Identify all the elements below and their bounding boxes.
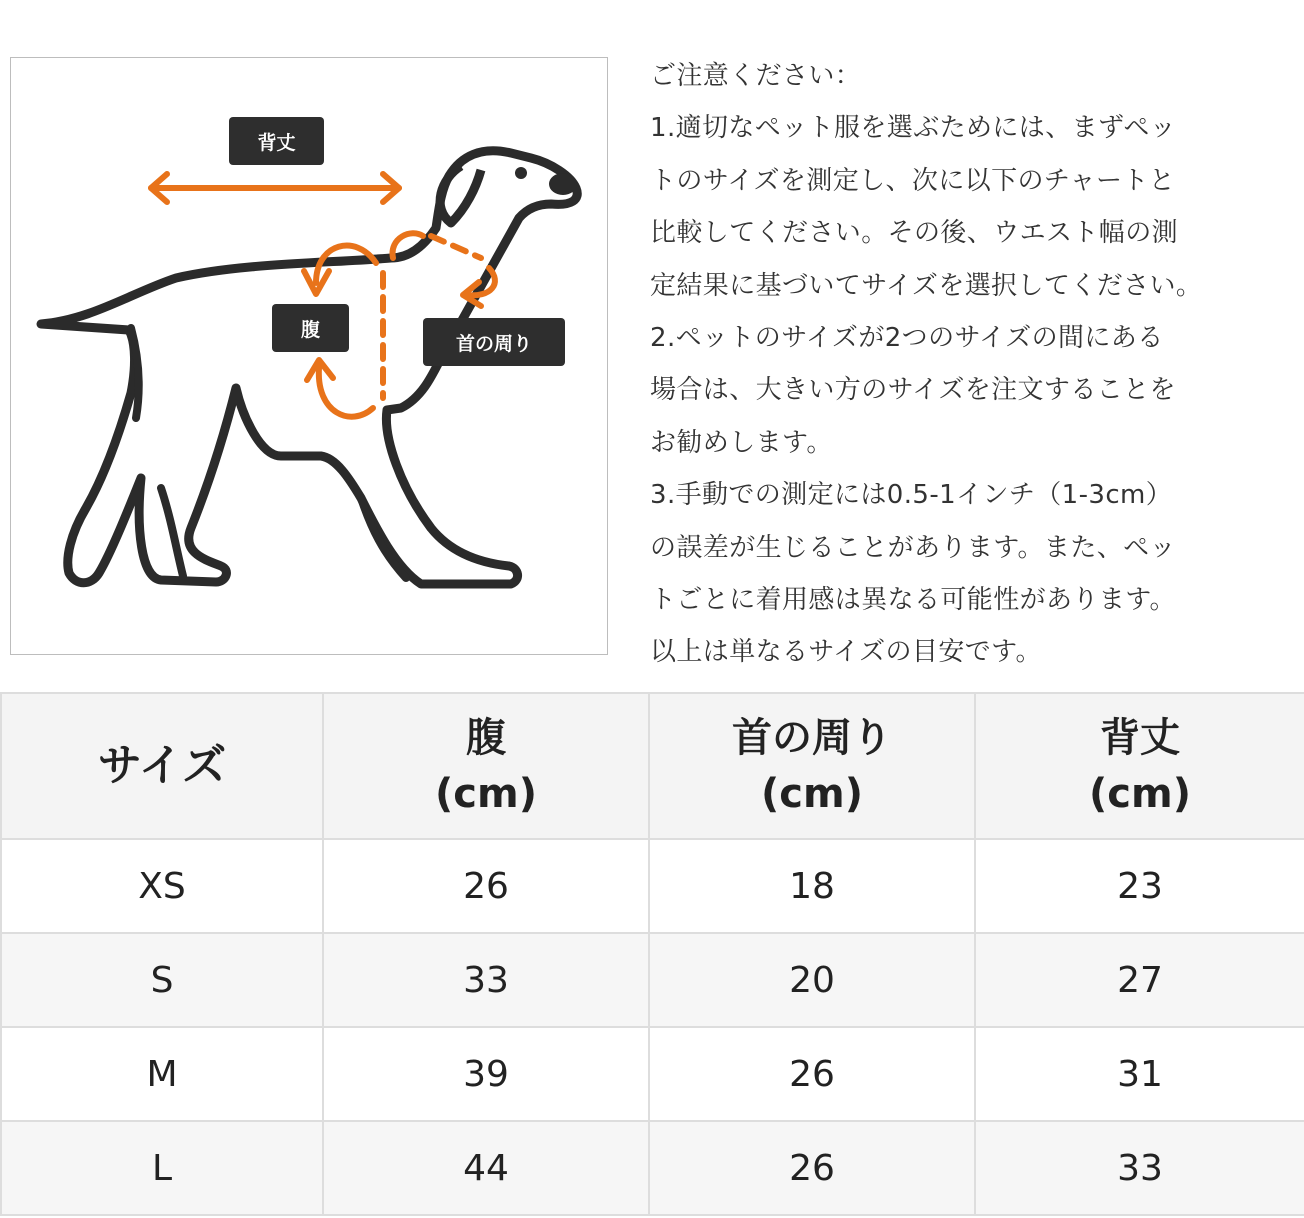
column-header-title: 腹 — [466, 715, 506, 761]
neck-loop — [393, 233, 495, 306]
notes-line: 定結果に基づいてサイズを選択してください。 — [650, 270, 1203, 301]
belly-cell: 39 — [323, 1027, 649, 1121]
notes-line: 2.ペットのサイズが2つのサイズの間にある — [650, 323, 1164, 354]
neck-cell: 26 — [649, 1027, 975, 1121]
size-chart-table — [0, 692, 1304, 1216]
notes-line: 3.手動での測定には0.5-1インチ（1-3cm） — [650, 480, 1173, 511]
notes-line: トごとに着用感は異なる可能性があります。 — [650, 585, 1176, 616]
neck-cell: 18 — [649, 839, 975, 933]
notes-line: お勧めします。 — [650, 427, 833, 458]
back-cell: 31 — [975, 1027, 1304, 1121]
size-cell: XS — [1, 839, 323, 933]
notes-line: トのサイズを測定し、次に以下のチャートと — [650, 165, 1176, 196]
table-row — [1, 1027, 1304, 1121]
belly-cell: 33 — [323, 933, 649, 1027]
dog-nose — [549, 173, 577, 195]
column-header-title: サイズ — [97, 740, 227, 791]
column-header-title: 首の周り — [732, 715, 892, 761]
back-length-label: 背丈 — [229, 117, 324, 165]
neck-girth-label: 首の周り — [423, 318, 565, 366]
back-cell: 33 — [975, 1121, 1304, 1215]
notes-line: 比較してください。その後、ウエスト幅の測 — [650, 218, 1179, 249]
belly-cell: 44 — [323, 1121, 649, 1215]
table-row — [1, 933, 1304, 1027]
back-length-arrow — [151, 174, 399, 202]
neck-cell: 20 — [649, 933, 975, 1027]
size-cell: L — [1, 1121, 323, 1215]
table-row — [1, 1121, 1304, 1215]
table-row — [1, 839, 1304, 933]
back-cell: 27 — [975, 933, 1304, 1027]
column-header-unit: (cm) — [761, 771, 863, 817]
size-cell: M — [1, 1027, 323, 1121]
column-header-title: 背丈 — [1100, 715, 1180, 761]
column-header-neck — [649, 693, 975, 839]
notes-line: 1.適切なペット服を選ぶためには、まずペッ — [650, 113, 1177, 144]
notes-line: 以上は単なるサイズの目安です。 — [650, 637, 1042, 668]
belly-cell: 26 — [323, 839, 649, 933]
dog-eye — [515, 167, 527, 179]
neck-cell: 26 — [649, 1121, 975, 1215]
column-header-size — [1, 693, 323, 839]
dog-outline — [41, 151, 577, 584]
column-header-unit: (cm) — [435, 771, 537, 817]
table-header-row — [1, 693, 1304, 839]
back-cell: 23 — [975, 839, 1304, 933]
size-cell: S — [1, 933, 323, 1027]
column-header-back — [975, 693, 1304, 839]
column-header-belly — [323, 693, 649, 839]
measurement-notes — [650, 50, 1304, 679]
notes-heading: ご注意ください： — [650, 61, 862, 91]
notes-line: 場合は、大きい方のサイズを注文することを — [650, 375, 1176, 406]
column-header-unit: (cm) — [1089, 771, 1191, 817]
measurement-diagram — [10, 57, 608, 655]
dog-inner-line — [161, 488, 183, 576]
notes-line: の誤差が生じることがあります。また、ペッ — [650, 532, 1176, 563]
belly-label: 腹 — [272, 304, 349, 352]
